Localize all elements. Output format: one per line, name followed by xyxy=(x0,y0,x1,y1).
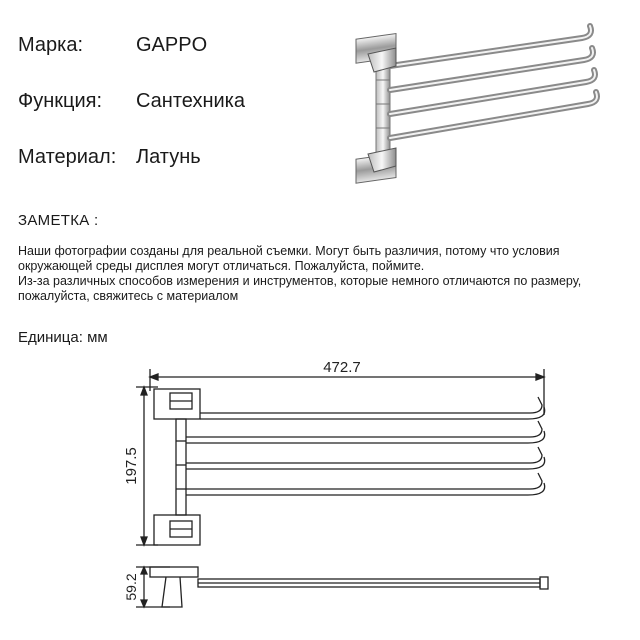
note-body xyxy=(18,244,628,304)
depth-value: 59.2 xyxy=(123,573,139,601)
width-dimension xyxy=(150,359,544,415)
technical-drawing xyxy=(110,355,570,640)
material-value: Латунь xyxy=(136,146,201,168)
brand-label: Марка: xyxy=(18,34,83,56)
note-title: ЗАМЕТКА : xyxy=(18,212,99,229)
unit-label: Единица: мм xyxy=(18,329,108,346)
note-line: пожалуйста, свяжитесь с материалом xyxy=(18,289,239,303)
width-value: 472.7 xyxy=(323,359,361,376)
function-label: Функция: xyxy=(18,90,103,112)
material-label: Материал: xyxy=(18,146,117,168)
brand-value: GAPPO xyxy=(136,34,208,56)
note-line: Наши фотографии созданы для реальной съемки. Могут быть различия, потому что условия xyxy=(18,244,560,258)
note-line: Из-за различных способов измерения и инструментов, которые немного отличаются по размеру, xyxy=(18,274,582,288)
function-value: Сантехника xyxy=(136,90,245,112)
height-value: 197.5 xyxy=(123,447,140,485)
product-photo xyxy=(350,14,610,194)
note-line: окружающей среды дисплея могут отличаться. Пожалуйста, поймите. xyxy=(18,259,425,273)
height-dimension xyxy=(123,387,158,545)
